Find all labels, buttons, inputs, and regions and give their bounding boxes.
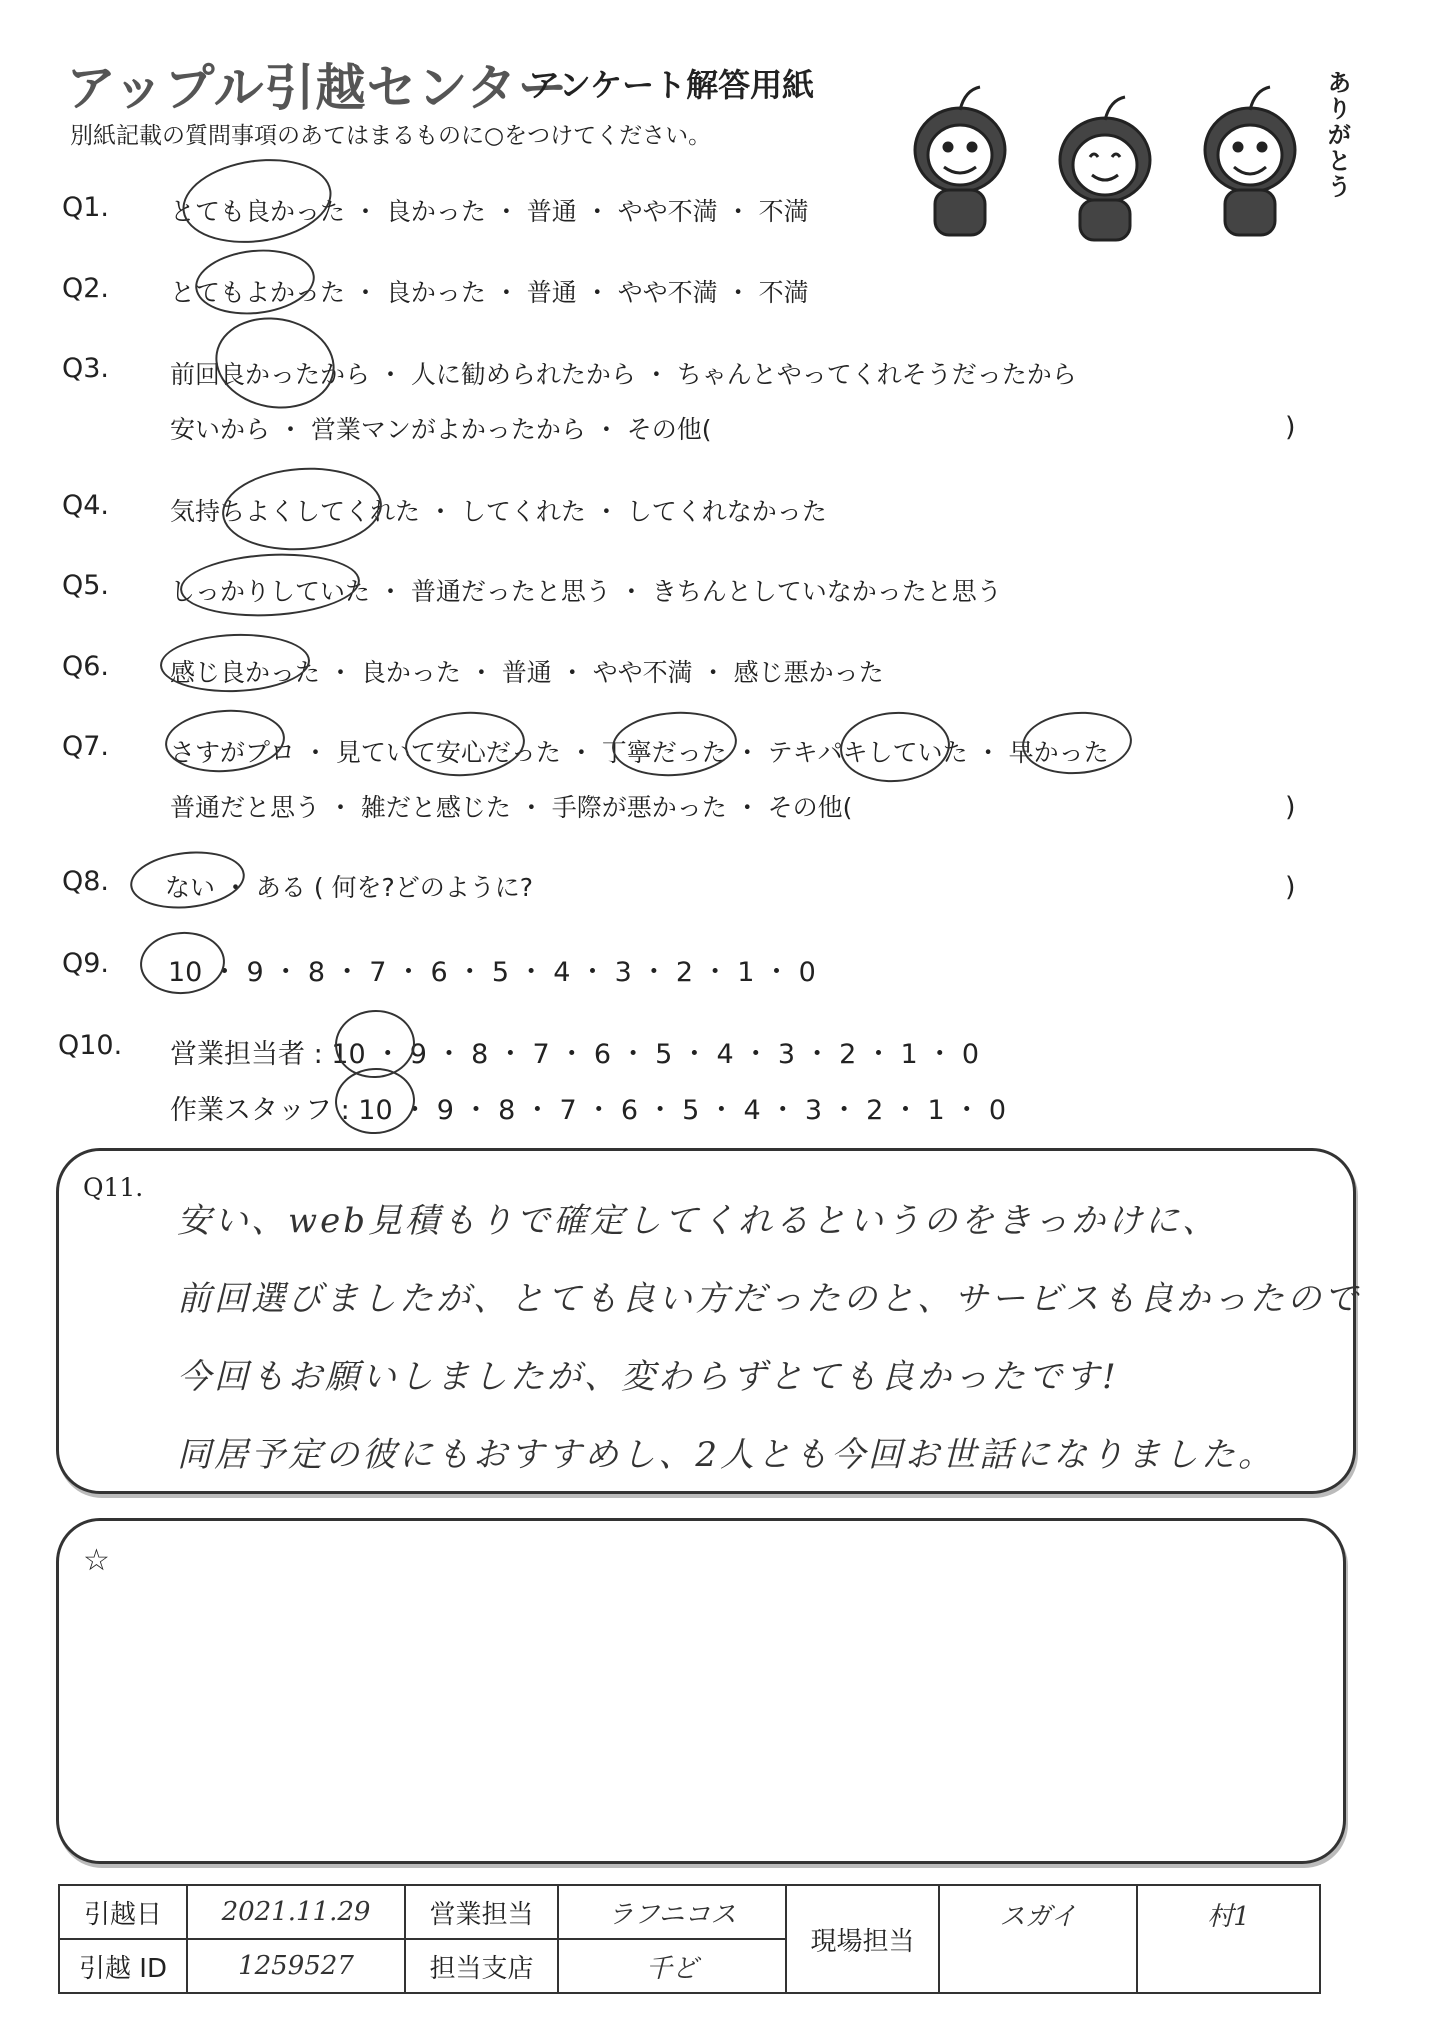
- q8-label: Q8.: [62, 866, 110, 897]
- answer-circle: [208, 308, 342, 417]
- q3-options-line1[interactable]: 前回良かったから ・ 人に勧められたから ・ ちゃんとやってくれそうだったから: [170, 360, 1077, 389]
- free-comment-box[interactable]: [56, 1518, 1346, 1864]
- thanks-text: ありがとう: [1323, 70, 1351, 200]
- q7-label: Q7.: [62, 731, 110, 762]
- q3-label: Q3.: [62, 353, 110, 384]
- form-subtitle: アンケート解答用紙: [528, 66, 815, 104]
- q7-close-paren: ): [1285, 792, 1296, 823]
- answer-circle: [219, 463, 384, 556]
- move-date-value: 2021.11.29: [187, 1885, 405, 1939]
- instruction-text: 別紙記載の質問事項のあてはまるものに○をつけてください。: [70, 123, 712, 149]
- star-icon: ☆: [83, 1543, 110, 1578]
- q11-handwriting-line: 安い、web見積もりで確定してくれるというのをきっかけに、: [177, 1201, 1219, 1241]
- answer-circle: [838, 708, 953, 786]
- move-info-table: [58, 1884, 1321, 1994]
- move-date-label: 引越日: [59, 1885, 187, 1939]
- q8-options[interactable]: ない ・ ある ( 何を?どのように?: [165, 873, 534, 902]
- move-id-label: 引越 ID: [59, 1939, 187, 1993]
- q2-options[interactable]: とてもよかった ・ 良かった ・ 普通 ・ やや不満 ・ 不満: [170, 278, 809, 307]
- company-title: アップル引越センター: [66, 59, 569, 117]
- site-rep-2: 村1: [1137, 1885, 1320, 1993]
- move-id-value: 1259527: [187, 1939, 405, 1993]
- monkey-icon: [1060, 97, 1150, 240]
- q3-options-line2[interactable]: 安いから ・ 営業マンがよかったから ・ その他(: [170, 415, 712, 444]
- site-rep-label: 現場担当: [786, 1885, 939, 1993]
- q1-label: Q1.: [62, 192, 110, 223]
- q6-options[interactable]: 感じ良かった ・ 良かった ・ 普通 ・ やや不満 ・ 感じ悪かった: [170, 658, 884, 687]
- q4-label: Q4.: [62, 490, 110, 521]
- q5-options[interactable]: しっかりしていた ・ 普通だったと思う ・ きちんとしていなかったと思う: [170, 577, 1002, 606]
- q11-label: Q11.: [83, 1173, 144, 1202]
- q9-label: Q9.: [62, 948, 110, 979]
- monkey-icon: [1205, 87, 1295, 235]
- q11-handwriting-line: 今回もお願いしましたが、変わらずとても良かったです!: [177, 1357, 1119, 1397]
- q6-label: Q6.: [62, 651, 110, 682]
- q8-close-paren: ): [1285, 872, 1296, 903]
- q10-label: Q10.: [58, 1030, 123, 1061]
- site-rep-1: スガイ: [939, 1885, 1137, 1993]
- q3-close-paren: ): [1285, 412, 1296, 443]
- sales-rep-label: 営業担当: [405, 1885, 558, 1939]
- answer-circle: [610, 708, 739, 781]
- branch-label: 担当支店: [405, 1939, 558, 1993]
- q10-staff-scale[interactable]: 作業スタッフ : 10 ・ 9 ・ 8 ・ 7 ・ 6 ・ 5 ・ 4 ・ 3 ・ 2 ・ 1 ・ 0: [170, 1095, 1007, 1126]
- q4-options[interactable]: 気持ちよくしてくれた ・ してくれた ・ してくれなかった: [170, 497, 827, 526]
- q10-sales-scale[interactable]: 営業担当者 : 10 ・ 9 ・ 8 ・ 7 ・ 6 ・ 5 ・ 4 ・ 3 ・ 2 ・ 1 ・ 0: [170, 1039, 980, 1070]
- monkey-icon: [915, 87, 1005, 235]
- q11-handwriting-line: 同居予定の彼にもおすすめし、2人とも今回お世話になりました。: [177, 1435, 1275, 1475]
- sales-rep-value: ラフニコス: [558, 1885, 786, 1939]
- q11-handwriting-line: 前回選びましたが、とても良い方だったのと、サービスも良かったので: [177, 1279, 1361, 1319]
- q9-scale[interactable]: 10 ・ 9 ・ 8 ・ 7 ・ 6 ・ 5 ・ 4 ・ 3 ・ 2 ・ 1 ・ 0: [168, 957, 816, 988]
- answer-circle: [403, 708, 527, 780]
- q1-options[interactable]: とても良かった ・ 良かった ・ 普通 ・ やや不満 ・ 不満: [170, 197, 809, 226]
- answer-circle: [179, 549, 362, 620]
- q11-comment-box[interactable]: [56, 1148, 1361, 1494]
- mascot-illustration: [880, 55, 1350, 245]
- q2-label: Q2.: [62, 273, 110, 304]
- branch-value: 千ど: [558, 1939, 786, 1993]
- q7-options-line2[interactable]: 普通だと思う ・ 雑だと感じた ・ 手際が悪かった ・ その他(: [170, 793, 853, 822]
- q7-options-line1[interactable]: さすがプロ ・ 見ていて安心だった ・ 丁寧だった ・ テキパキしていた ・ 早かった: [170, 738, 1109, 767]
- answer-circle: [177, 150, 337, 252]
- q5-label: Q5.: [62, 570, 110, 601]
